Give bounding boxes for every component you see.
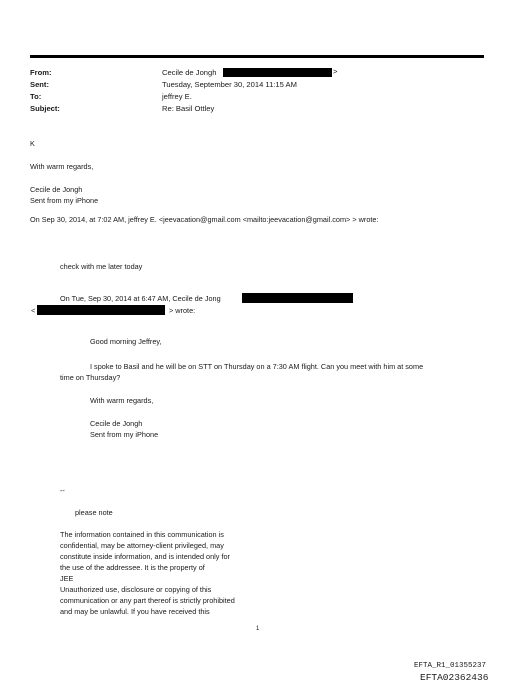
disclaimer-note: please note: [75, 508, 113, 517]
disclaimer-line: the use of the addressee. It is the property of: [60, 563, 205, 572]
redaction-block: [37, 305, 165, 315]
sent-value: Tuesday, September 30, 2014 11:15 AM: [162, 80, 297, 89]
subject-value: Re: Basil Ottley: [162, 104, 215, 113]
sent-label: Sent:: [30, 80, 49, 89]
reply-signature-name: Cecile de Jongh: [30, 185, 83, 194]
disclaimer-line: Unauthorized use, disclosure or copying of this: [60, 585, 212, 594]
quote2-paragraph-line: time on Thursday?: [60, 373, 121, 382]
disclaimer-line: JEE: [60, 574, 74, 583]
to-label: To:: [30, 92, 42, 101]
quote2-attribution-end: > wrote:: [169, 306, 196, 315]
disclaimer-line: confidential, may be attorney-client privileged, may: [60, 541, 224, 550]
quote2-attribution-start: On Tue, Sep 30, 2014 at 6:47 AM, Cecile de Jong: [60, 294, 221, 303]
redaction-block: [223, 68, 332, 77]
redaction-block: [242, 293, 353, 303]
quote1-message: check with me later today: [60, 262, 143, 271]
quote2-greeting: Good morning Jeffrey,: [90, 337, 162, 346]
quote2-paragraph-line: I spoke to Basil and he will be on STT on Thursday on a 7:30 AM flight. Can you meet with him at some: [90, 362, 424, 371]
disclaimer-line: and may be unlawful. If you have received this: [60, 607, 210, 616]
from-value: Cecile de Jongh: [162, 68, 217, 77]
subject-label: Subject:: [30, 104, 60, 113]
reply-signature-device: Sent from my iPhone: [30, 196, 99, 205]
from-label: From:: [30, 68, 52, 77]
quote2-closing: With warm regards,: [90, 396, 154, 405]
page-number: 1: [256, 626, 260, 632]
quote2-signature-device: Sent from my iPhone: [90, 430, 159, 439]
reply-closing: With warm regards,: [30, 162, 94, 171]
bates-number: EFTA_R1_01355237: [414, 662, 487, 670]
header-rule: [30, 55, 484, 58]
quote2-signature-name: Cecile de Jongh: [90, 419, 143, 428]
disclaimer-line: constitute inside information, and is intended only for: [60, 552, 230, 561]
bates-number: EFTA02362436: [420, 672, 489, 683]
disclaimer-line: The information contained in this communication is: [60, 530, 224, 539]
from-tail: >: [333, 67, 338, 76]
quote1-attribution: On Sep 30, 2014, at 7:02 AM, jeffrey E. <jeevacation@gmail.com <mailto:jeevacation@gmail.com> > wrote:: [30, 215, 379, 224]
disclaimer-line: communication or any part thereof is strictly prohibited: [60, 596, 235, 605]
signature-separator: --: [60, 486, 65, 495]
to-value: jeffrey E.: [162, 92, 192, 101]
quote2-attribution-lead: <: [31, 306, 36, 315]
reply-text: K: [30, 139, 35, 148]
